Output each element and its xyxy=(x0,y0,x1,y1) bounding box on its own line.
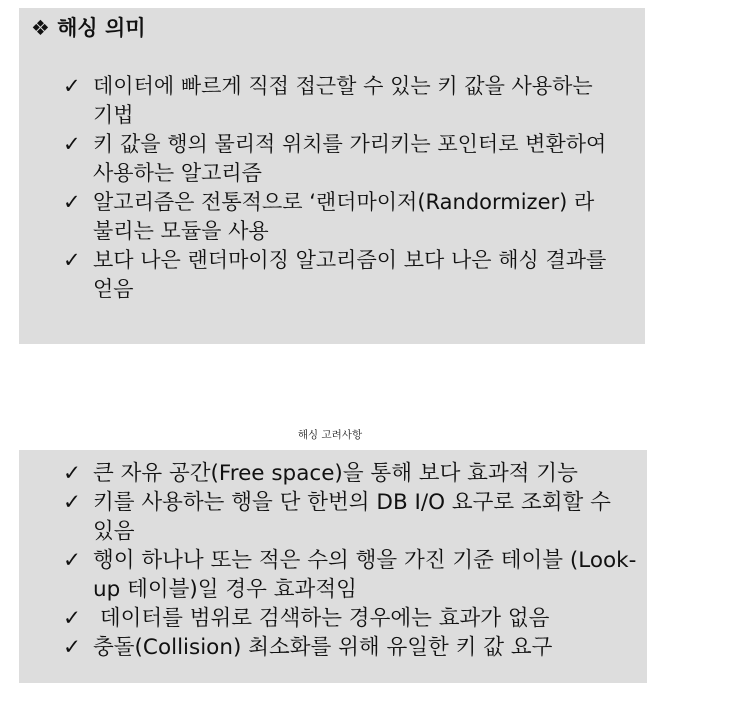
list-item xyxy=(63,246,639,304)
list-item xyxy=(63,188,639,246)
checkmark-icon: ✓ xyxy=(63,74,81,98)
list-item xyxy=(63,488,643,546)
hashing-meaning-panel xyxy=(19,8,645,344)
list-item-text: 키 값을 행의 물리적 위치를 가리키는 포인터로 변환하여 사용하는 알고리즘 xyxy=(93,132,607,185)
checkmark-icon: ✓ xyxy=(63,548,82,573)
list-item xyxy=(63,459,643,488)
diamond-bullet-icon: ❖ xyxy=(31,16,50,40)
list-item-text: 데이터를 범위로 검색하는 경우에는 효과가 없음 xyxy=(93,606,550,631)
list-item xyxy=(63,546,643,604)
list-item-text: 충돌(Collision) 최소화를 위해 유일한 키 값 요구 xyxy=(93,635,553,660)
list-item-text: 데이터에 빠르게 직접 접근할 수 있는 키 값을 사용하는 기법 xyxy=(93,74,593,127)
list-item xyxy=(63,130,639,188)
figure-caption: 해싱 고려사항 xyxy=(297,429,363,441)
checkmark-icon: ✓ xyxy=(63,190,81,214)
meaning-list xyxy=(63,72,639,304)
list-item-text: 알고리즘은 전통적으로 ‘랜더마이저(Randormizer) 라 불리는 모듈을 사용 xyxy=(93,190,595,243)
checkmark-icon: ✓ xyxy=(63,606,82,631)
list-item-text: 행이 하나나 또는 적은 수의 행을 가진 기준 테이블 (Look-up 테이블)일 경우 효과적임 xyxy=(93,548,637,602)
list-item-text: 큰 자유 공간(Free space)을 통해 보다 효과적 기능 xyxy=(93,461,578,486)
checkmark-icon: ✓ xyxy=(63,248,81,272)
list-item-text: 키를 사용하는 행을 단 한번의 DB I/O 요구로 조회할 수 있음 xyxy=(93,490,611,544)
checkmark-icon: ✓ xyxy=(63,132,81,156)
hashing-considerations-panel xyxy=(19,450,647,683)
considerations-list xyxy=(63,459,643,662)
list-item xyxy=(63,604,643,633)
section-title-text: 해싱 의미 xyxy=(57,16,146,40)
list-item xyxy=(63,72,639,130)
list-item-text: 보다 나은 랜더마이징 알고리즘이 보다 나은 해싱 결과를 얻음 xyxy=(93,248,607,301)
checkmark-icon: ✓ xyxy=(63,490,82,515)
checkmark-icon: ✓ xyxy=(63,635,82,660)
section-title xyxy=(31,14,146,42)
checkmark-icon: ✓ xyxy=(63,461,82,486)
list-item xyxy=(63,633,643,662)
